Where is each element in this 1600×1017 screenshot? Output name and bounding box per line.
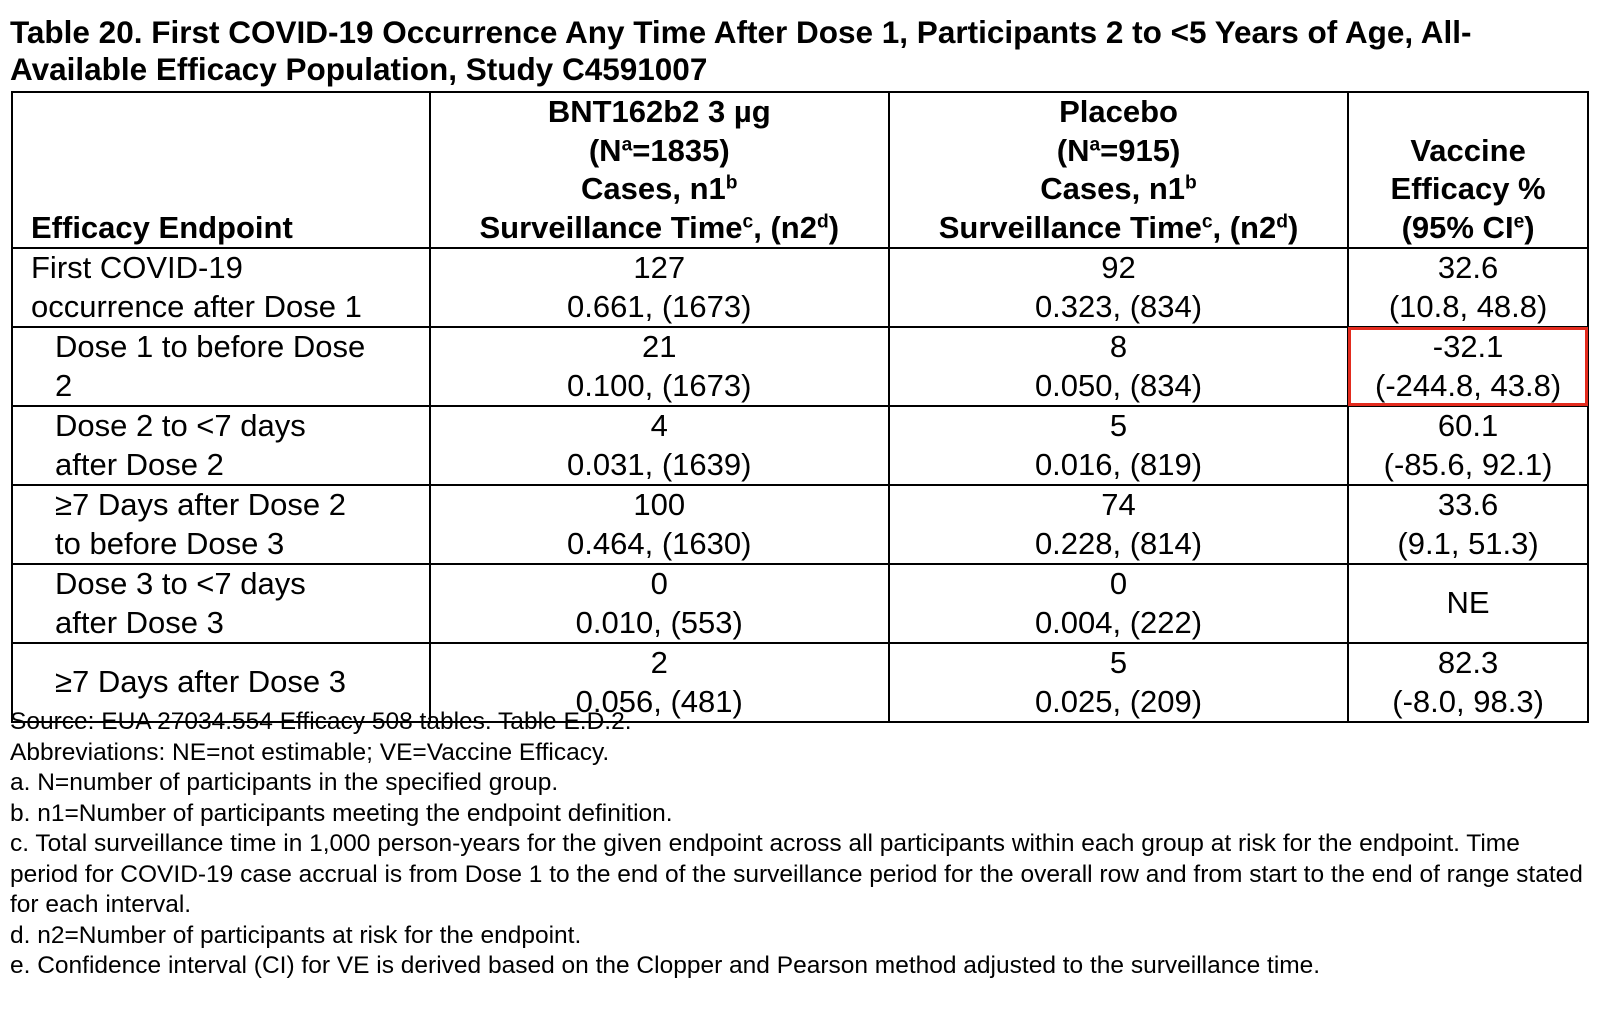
placebo-name: Placebo — [1059, 94, 1178, 129]
ve-cell: 32.6 (10.8, 48.8) — [1348, 248, 1588, 327]
ve-cell: 60.1 (-85.6, 92.1) — [1348, 406, 1588, 485]
row-endpoint: Dose 3 to <7 days after Dose 3 — [12, 564, 430, 643]
vaccine-cell: 100 0.464, (1630) — [430, 485, 889, 564]
table-row — [12, 485, 1588, 564]
ve-ci-label: (95% CIe) — [1401, 209, 1535, 245]
row-endpoint: ≥7 Days after Dose 3 — [12, 643, 430, 722]
vaccine-cases-label: Cases, n1$^b$ — [581, 171, 738, 206]
ve-label-2: Efficacy % — [1390, 171, 1546, 206]
row-endpoint: Dose 2 to <7 days after Dose 2 — [12, 406, 430, 485]
footnote-source: Source: EUA 27034.554 Efficacy 508 tables. Table E.D.2. — [10, 708, 632, 735]
vaccine-surv-label: Surveillance Time$^c$, (n2$^d$) — [479, 209, 840, 245]
placebo-cell: 8 0.050, (834) — [889, 327, 1348, 406]
vaccine-cell: 127 0.661, (1673) — [430, 248, 889, 327]
table-footnotes — [10, 707, 1590, 982]
header-placebo — [889, 92, 1348, 248]
footnote-e: e. Confidence interval (CI) for VE is derived based on the Clopper and Pearson method adjusted to the surveillance time. — [10, 952, 1321, 979]
placebo-cases-label: Cases, n1$^b$ — [1040, 171, 1197, 206]
table-row — [12, 406, 1588, 485]
vaccine-n: $(N^a=1835)$ — [588, 132, 730, 168]
placebo-cell: 74 0.228, (814) — [889, 485, 1348, 564]
vaccine-cell: 4 0.031, (1639) — [430, 406, 889, 485]
placebo-cell: 0 0.004, (222) — [889, 564, 1348, 643]
table-row — [12, 564, 1588, 643]
placebo-cell: 5 0.025, (209) — [889, 643, 1348, 722]
ve-cell: 33.6 (9.1, 51.3) — [1348, 485, 1588, 564]
table-title: Table 20. First COVID-19 Occurrence Any Time After Dose 1, Participants 2 to <5 Years of Age, All-Available Efficacy Population, Study C4591007 — [10, 14, 1472, 87]
vaccine-cell: 21 0.100, (1673) — [430, 327, 889, 406]
row-endpoint: Dose 1 to before Dose 2 — [12, 327, 430, 406]
footnote-d: d. n2=Number of participants at risk for the endpoint. — [10, 921, 582, 949]
table-row — [12, 327, 1588, 406]
header-ve — [1348, 92, 1588, 248]
row-endpoint: First COVID-19 occurrence after Dose 1 — [12, 248, 430, 327]
placebo-cell: 5 0.016, (819) — [889, 406, 1348, 485]
vaccine-cell: 2 0.056, (481) — [430, 643, 889, 722]
header-vaccine — [430, 92, 889, 248]
footnote-abbreviations: Abbreviations: NE=not estimable; VE=Vaccine Efficacy. — [10, 738, 610, 766]
placebo-n: $(N^a=915)$ — [1056, 132, 1181, 168]
vaccine-cell: 0 0.010, (553) — [430, 564, 889, 643]
ve-cell-highlighted: -32.1 (-244.8, 43.8) — [1348, 327, 1588, 406]
header-row — [12, 92, 1588, 248]
vaccine-name: BNT162b2 3 µg — [547, 94, 771, 129]
footnote-b: b. n1=Number of participants meeting the endpoint definition. — [10, 799, 673, 827]
placebo-cell: 92 0.323, (834) — [889, 248, 1348, 327]
row-endpoint: ≥7 Days after Dose 2 to before Dose 3 — [12, 485, 430, 564]
footnote-a: a. N=number of participants in the specified group. — [10, 769, 559, 796]
header-endpoint: Efficacy Endpoint — [12, 92, 430, 248]
table-row — [12, 248, 1588, 327]
ve-cell: 82.3 (-8.0, 98.3) — [1348, 643, 1588, 722]
ve-cell: NE — [1348, 564, 1588, 643]
ve-label-1: Vaccine — [1410, 132, 1526, 168]
placebo-surv-label: Surveillance Time$^c$, (n2$^d$) — [938, 209, 1299, 245]
footnote-c: c. Total surveillance time in 1,000 person-years for the given endpoint across all participants within each group at risk for the endpoint. Time period for COVID-19 case accrual is from Dose 1 to the end of the surveillance period for the overall row and from start to the end of range stated for each interval. — [10, 830, 1583, 918]
efficacy-table — [11, 91, 1589, 723]
